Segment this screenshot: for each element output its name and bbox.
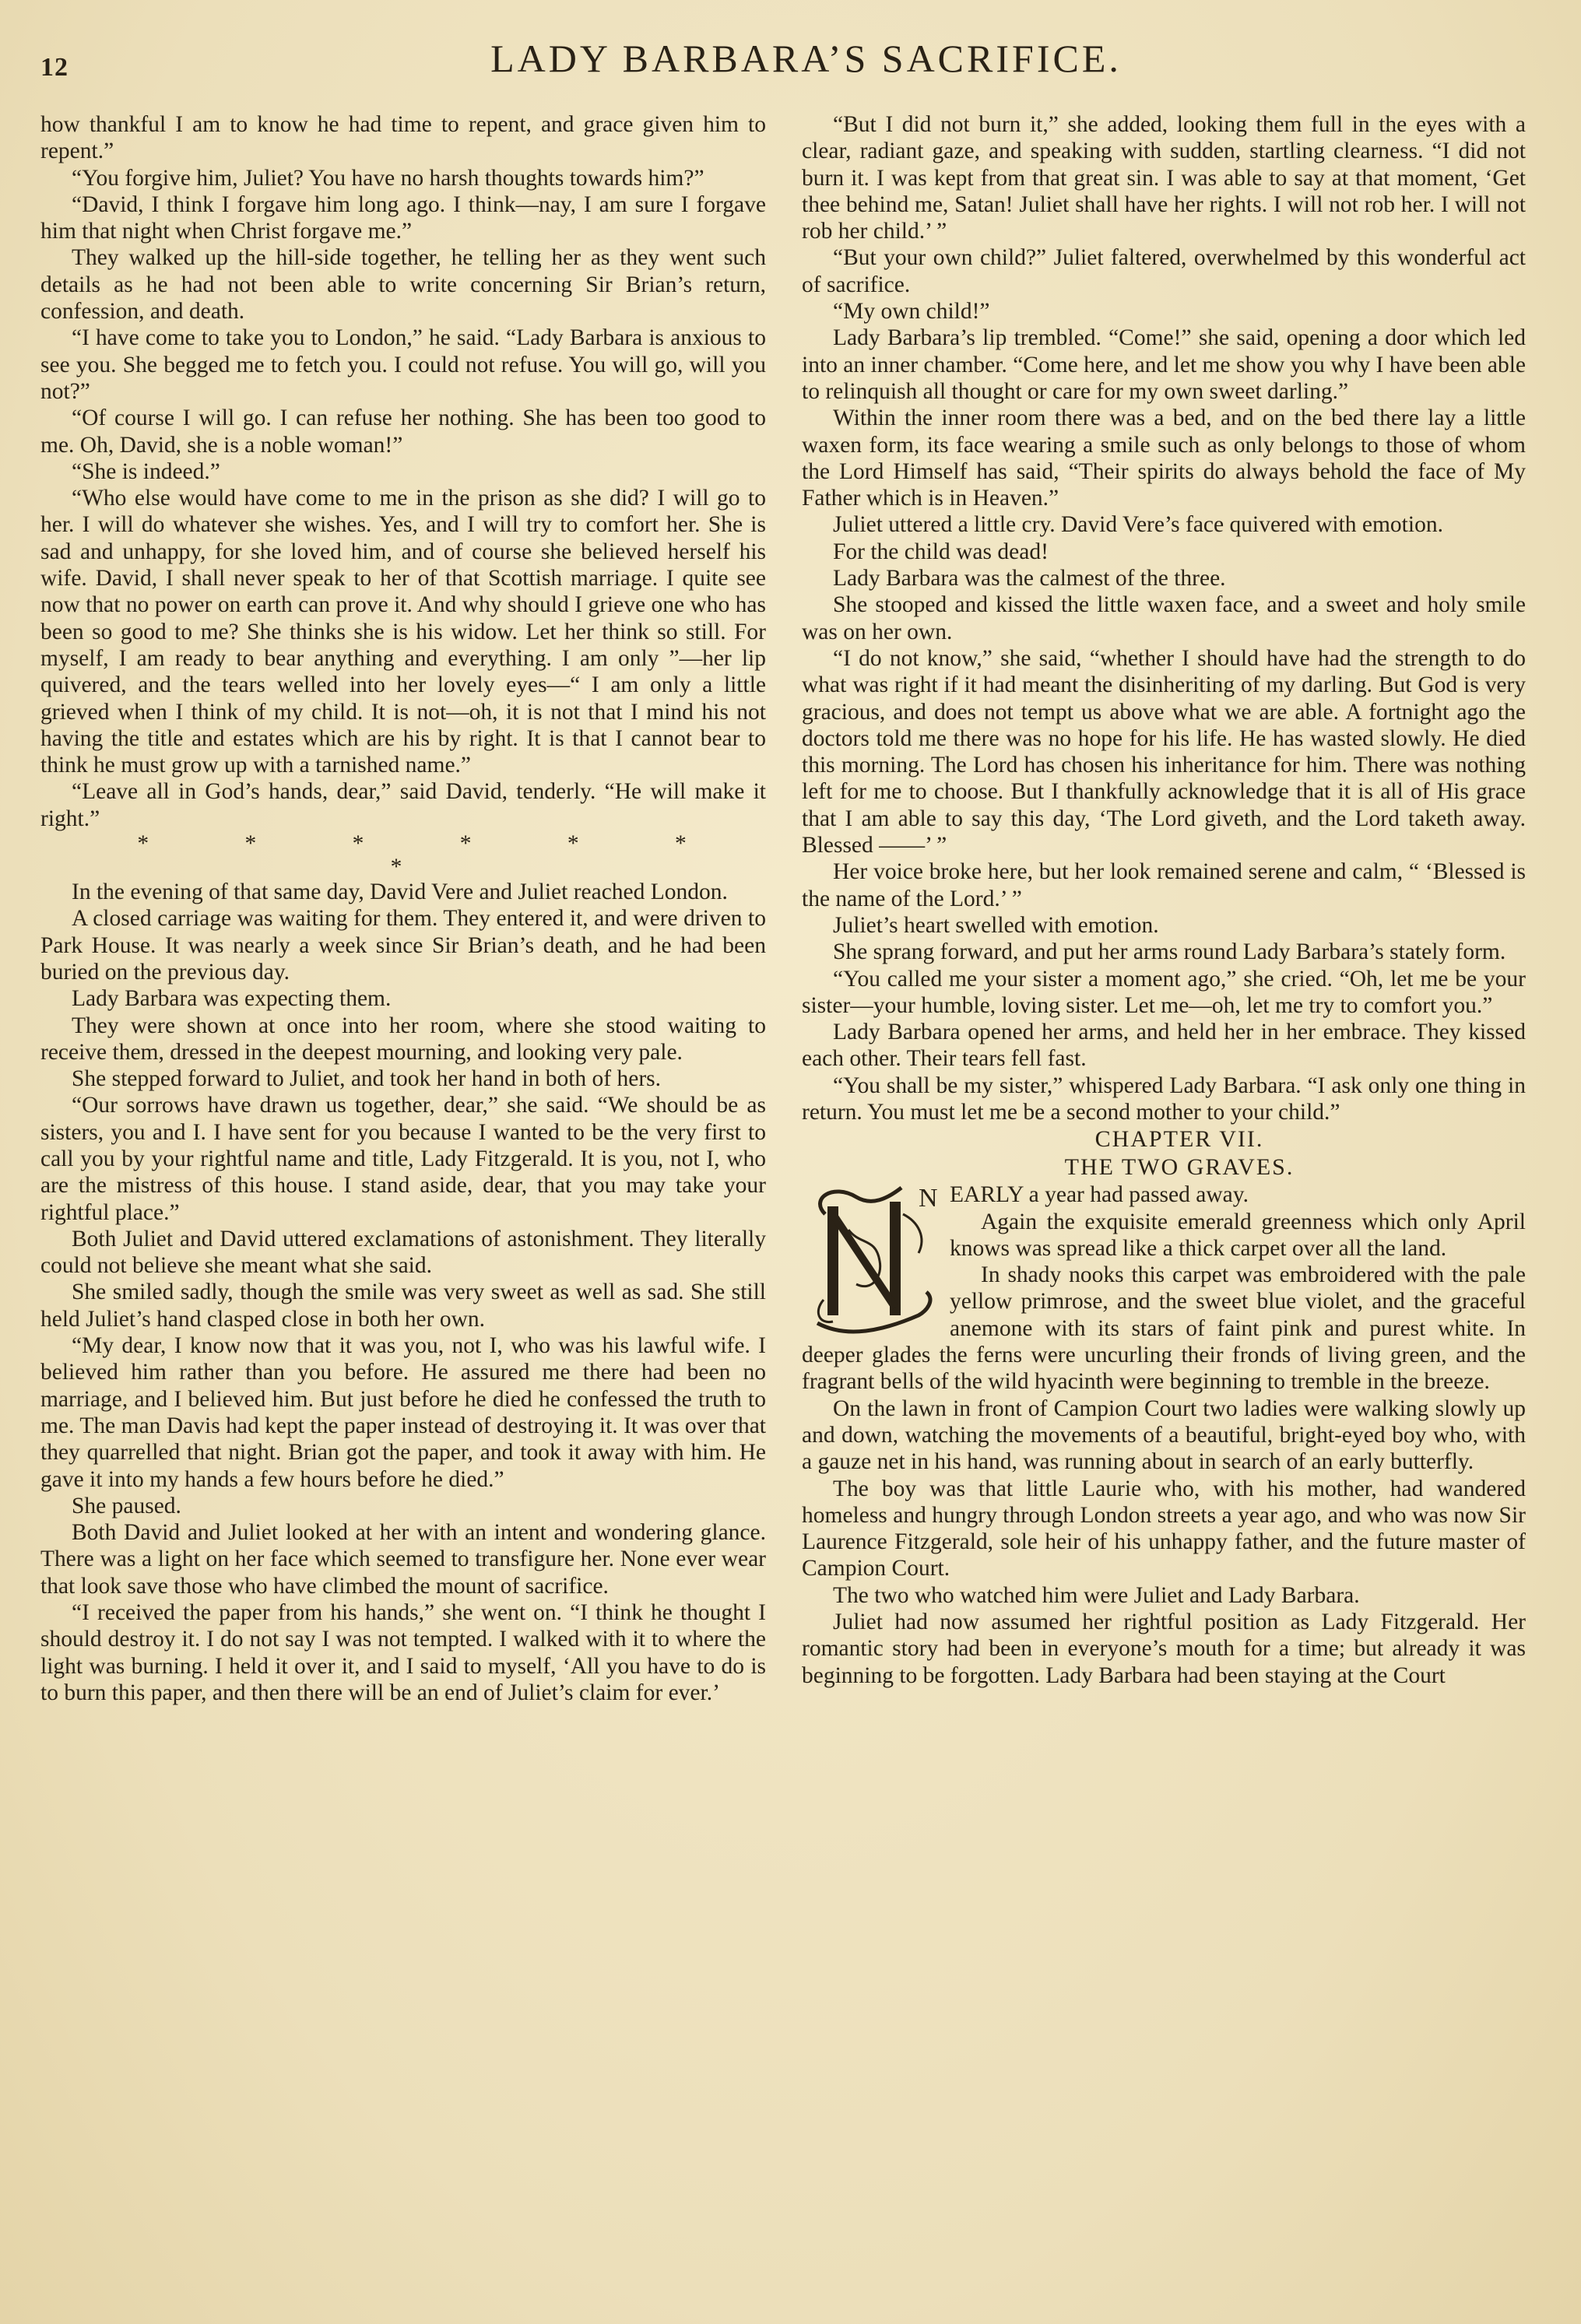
- paragraph: Her voice broke here, but her look remained serene and calm, “ ‘Blessed is the name of the Lord.’ ”: [802, 859, 1526, 911]
- paragraph: “My own child!”: [833, 299, 990, 325]
- paragraph: In the evening of that same day, David Vere and Juliet reached London.: [72, 879, 728, 905]
- paragraph: Lady Barbara was expecting them.: [72, 986, 392, 1012]
- paragraph: Juliet had now assumed her rightful position as Lady Fitzgerald. Her romantic story had been in everyone’s mouth for a time; but already it was beginning to be forgotten. Lady Barbara had been staying at the Court: [802, 1610, 1526, 1688]
- paragraph: Within the inner room there was a bed, and on the bed there lay a little waxen form, its face wearing a smile such as only belongs to those of whom the Lord Himself has said, “Their spirits do always behold the face of My Father which is in Heaven.”: [802, 405, 1526, 511]
- paragraph: The two who watched him were Juliet and Lady Barbara.: [833, 1582, 1360, 1608]
- drop-cap-letter: N: [919, 1184, 938, 1213]
- paragraph: “I received the paper from his hands,” she went on. “I think he thought I should destroy it. I do not say I was not tempted. I walked with it to where the light was burning. I held it over it, and I said to myself, ‘All you have to do is to burn this paper, and then there will be an end of Juliet’s claim for ever.’: [40, 1600, 766, 1705]
- paragraph: “You called me your sister a moment ago,” she cried. “Oh, let me be your sister—your humble, loving sister. Let me—oh, let me try to comfort you.”: [802, 966, 1526, 1018]
- paragraph: “Who else would have come to me in the prison as she did? I will go to her. I will do whatever she wishes. Yes, and I will try to comfort her. She is sad and unhappy, for she loved him, and of course she believed herself his wife. David, I shall never speak to her of that Scottish marriage. I quite see now that no power on earth can prove it. And why should I grieve one who has been so good to me? She thinks she is his widow. Let her think so still. For myself, I am ready to bear anything and everything. I am only ”—her lip quivered, and the tears welled into her lovely eyes—“ I am only a little grieved when I think of my child. It is not—oh, it is not that I mind his not having the title and estates which are his by right. It is that I cannot bear to think he must grow up with a tarnished name.”: [40, 486, 766, 778]
- paragraph: A closed carriage was waiting for them. They entered it, and were driven to Park House. It was nearly a week since Sir Brian’s death, and he had been buried on the previous day.: [40, 906, 766, 985]
- paragraph: Lady Barbara’s lip trembled. “Come!” she said, opening a door which led into an inner chamber. “Come here, and let me show you why I have been able to relinquish all thought or care for my own sweet darling.”: [802, 325, 1526, 404]
- chapter-number: CHAPTER VII.: [1094, 1126, 1264, 1153]
- paragraph: “David, I think I forgave him long ago. I think—nay, I am sure I forgave him that night when Christ forgave me.”: [40, 191, 766, 244]
- paragraph: She stooped and kissed the little waxen face, and a sweet and holy smile was on her own.: [802, 592, 1526, 644]
- paragraph: “But your own child?” Juliet faltered, overwhelmed by this wonderful act of sacrifice.: [802, 245, 1526, 297]
- drop-cap: [802, 1183, 940, 1336]
- paragraph: “Leave all in God’s hands, dear,” said David, tenderly. “He will make it right.”: [40, 779, 766, 831]
- paragraph: In shady nooks this carpet was embroidered with the pale yellow primrose, and the sweet blue violet, and the graceful anemone with its stars of faint pink and purest white. In deeper glades the ferns were uncurling their fronds of living green, and the fragrant bells of the wild hyacinth were beginning to tremble in the breeze.: [802, 1262, 1526, 1395]
- paragraph: She sprang forward, and put her arms round Lady Barbara’s stately form.: [833, 939, 1506, 965]
- running-title: LADY BARBARA’S SACRIFICE.: [490, 37, 1122, 80]
- paragraph: Both David and Juliet looked at her with an intent and wondering glance. There was a light on her face which seemed to transfigure her. None ever wear that look save those who have climbed the mount of sacrifice.: [40, 1520, 766, 1599]
- paragraph: The boy was that little Laurie who, with his mother, had wandered homeless and hungry through London streets a year ago, and who was now Sir Laurence Fitzgerald, sole heir of his unhappy father, and the future master of Campion Court.: [802, 1476, 1526, 1582]
- paragraph: Both Juliet and David uttered exclamations of astonishment. They literally could not believe she meant what she said.: [40, 1226, 766, 1279]
- paragraph: “You shall be my sister,” whispered Lady Barbara. “I ask only one thing in return. You must let me be a second mother to your child.”: [802, 1072, 1526, 1125]
- paragraph: Juliet uttered a little cry. David Vere’s face quivered with emotion.: [833, 512, 1443, 538]
- paragraph: On the lawn in front of Campion Court two ladies were walking slowly up and down, watching the movements of a beautiful, bright-eyed boy who, with a gauze net in his hand, was running about in search of an early butterfly.: [802, 1395, 1526, 1475]
- drop-cap-ornament-icon: [802, 1183, 940, 1336]
- chapter-title: THE TWO GRAVES.: [1064, 1154, 1295, 1181]
- paragraph: Lady Barbara opened her arms, and held her in her embrace. They kissed each other. Their tears fell fast.: [802, 1020, 1526, 1072]
- paragraph: They were shown at once into her room, where she stood waiting to receive them, dressed in the deepest mourning, and looking very pale.: [40, 1013, 766, 1065]
- paragraph: She paused.: [72, 1493, 181, 1518]
- right-column: [802, 111, 1526, 1689]
- paragraph: They walked up the hill-side together, he telling her as they went such details as he had not been able to write concerning Sir Brian’s return, confession, and death.: [40, 245, 766, 325]
- paragraph: She stepped forward to Juliet, and took her hand in both of hers.: [72, 1066, 662, 1092]
- page-header: [40, 36, 1541, 82]
- paragraph: “I have come to take you to London,” he said. “Lady Barbara is anxious to see you. She begged me to fetch you. I could not refuse. You will go, will you not?”: [40, 325, 766, 404]
- paragraph: “My dear, I know now that it was you, not I, who was his lawful wife. I believed him rather than you before. He assured me there had been no marriage, and I believed him. But just before he died he confessed the truth to me. The man Davis had kept the paper instead of destroying it. It was over that they quarrelled that night. Brian got the paper, and took it away with him. He gave it into my hands a few hours before he died.”: [40, 1333, 766, 1492]
- left-column: [40, 111, 766, 1706]
- paragraph: “You forgive him, Juliet? You have no harsh thoughts towards him?”: [72, 165, 704, 191]
- paragraph: EARLY a year had passed away.: [950, 1182, 1249, 1208]
- page-number: 12: [40, 53, 69, 82]
- paragraph: “She is indeed.”: [72, 458, 220, 484]
- paragraph: “But I did not burn it,” she added, looking them full in the eyes with a clear, radiant gaze, and speaking with sudden, startling clearness. “I did not burn it. I was kept from that great sin. I was able to say at that moment, ‘Get thee behind me, Satan! Juliet shall have her rights. I will not rob her. I will not rob her child.’ ”: [802, 112, 1526, 244]
- paragraph: She smiled sadly, though the smile was very sweet as well as sad. She still held Juliet’s hand clasped close in both her own.: [40, 1280, 766, 1332]
- paragraph: how thankful I am to know he had time to repent, and grace given him to repent.”: [40, 112, 766, 164]
- section-break: * * * * * * *: [137, 831, 732, 880]
- paragraph: Juliet’s heart swelled with emotion.: [833, 912, 1159, 938]
- paragraph: Lady Barbara was the calmest of the three.: [833, 566, 1226, 592]
- paragraph: “I do not know,” she said, “whether I should have had the strength to do what was right if it had meant the disinheriting of my darling. But God is very gracious, and does not tempt us above what we are able. A fortnight ago the doctors told me there was no hope for his life. He has wasted slowly. He died this morning. The Lord has chosen his inheritance for him. There was nothing left for me to choose. But I thankfully acknowledge that it is all of His grace that I am able to say this day, ‘The Lord giveth, and the Lord taketh away. Blessed ——’ ”: [802, 645, 1526, 858]
- paragraph: For the child was dead!: [833, 539, 1049, 564]
- paragraph: Again the exquisite emerald greenness which only April knows was spread like a thick carpet over all the land.: [950, 1209, 1526, 1261]
- paragraph: “Our sorrows have drawn us together, dear,” she said. “We should be as sisters, you and I. I have sent for you because I wanted to be the very first to call you by your rightful name and title, Lady Fitzgerald. It is you, not I, who are the mistress of this house. I stand aside, dear, that you may take your rightful place.”: [40, 1093, 766, 1225]
- paragraph: “Of course I will go. I can refuse her nothing. She has been too good to me. Oh, David, she is a noble woman!”: [40, 405, 766, 458]
